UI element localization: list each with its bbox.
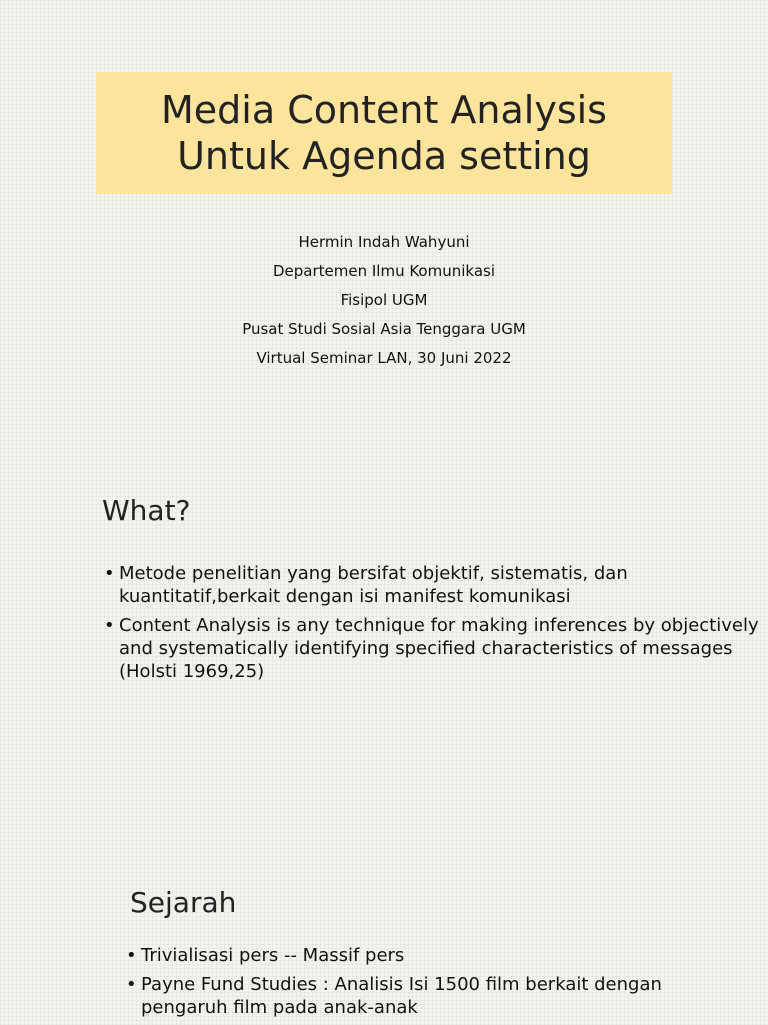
bullet-list bbox=[126, 944, 746, 1025]
slide-what bbox=[0, 470, 768, 850]
department: Departemen Ilmu Komunikasi bbox=[272, 262, 496, 280]
faculty: Fisipol UGM bbox=[340, 291, 428, 309]
research-center: Pusat Studi Sosial Asia Tenggara UGM bbox=[242, 320, 526, 338]
bullet-item: • Trivialisasi pers -- Massif pers bbox=[126, 944, 746, 967]
subtitle-block bbox=[96, 228, 672, 373]
slide-heading: Sejarah bbox=[130, 886, 237, 919]
title-box bbox=[96, 72, 672, 194]
bullet-item: • Content Analysis is any technique for making inferences by objectively and systematically identifying specified characteristics of messages (Holsti 1969,25) bbox=[104, 614, 764, 683]
author-name: Hermin Indah Wahyuni bbox=[298, 233, 470, 251]
bullet-list bbox=[104, 562, 764, 689]
bullet-item: • Metode penelitian yang bersifat objektif, sistematis, dan kuantitatif,berkait dengan isi manifest komunikasi bbox=[104, 562, 764, 608]
event-date: Virtual Seminar LAN, 30 Juni 2022 bbox=[256, 349, 512, 367]
slide-title bbox=[0, 0, 768, 420]
slide-heading: What? bbox=[102, 494, 191, 527]
slide-sejarah bbox=[0, 870, 768, 1024]
bullet-item: • Payne Fund Studies : Analisis Isi 1500 film berkait dengan pengaruh film pada anak-anak bbox=[126, 973, 746, 1019]
title-line-2: Untuk Agenda setting bbox=[177, 134, 591, 178]
title-line-1: Media Content Analysis bbox=[161, 88, 607, 132]
